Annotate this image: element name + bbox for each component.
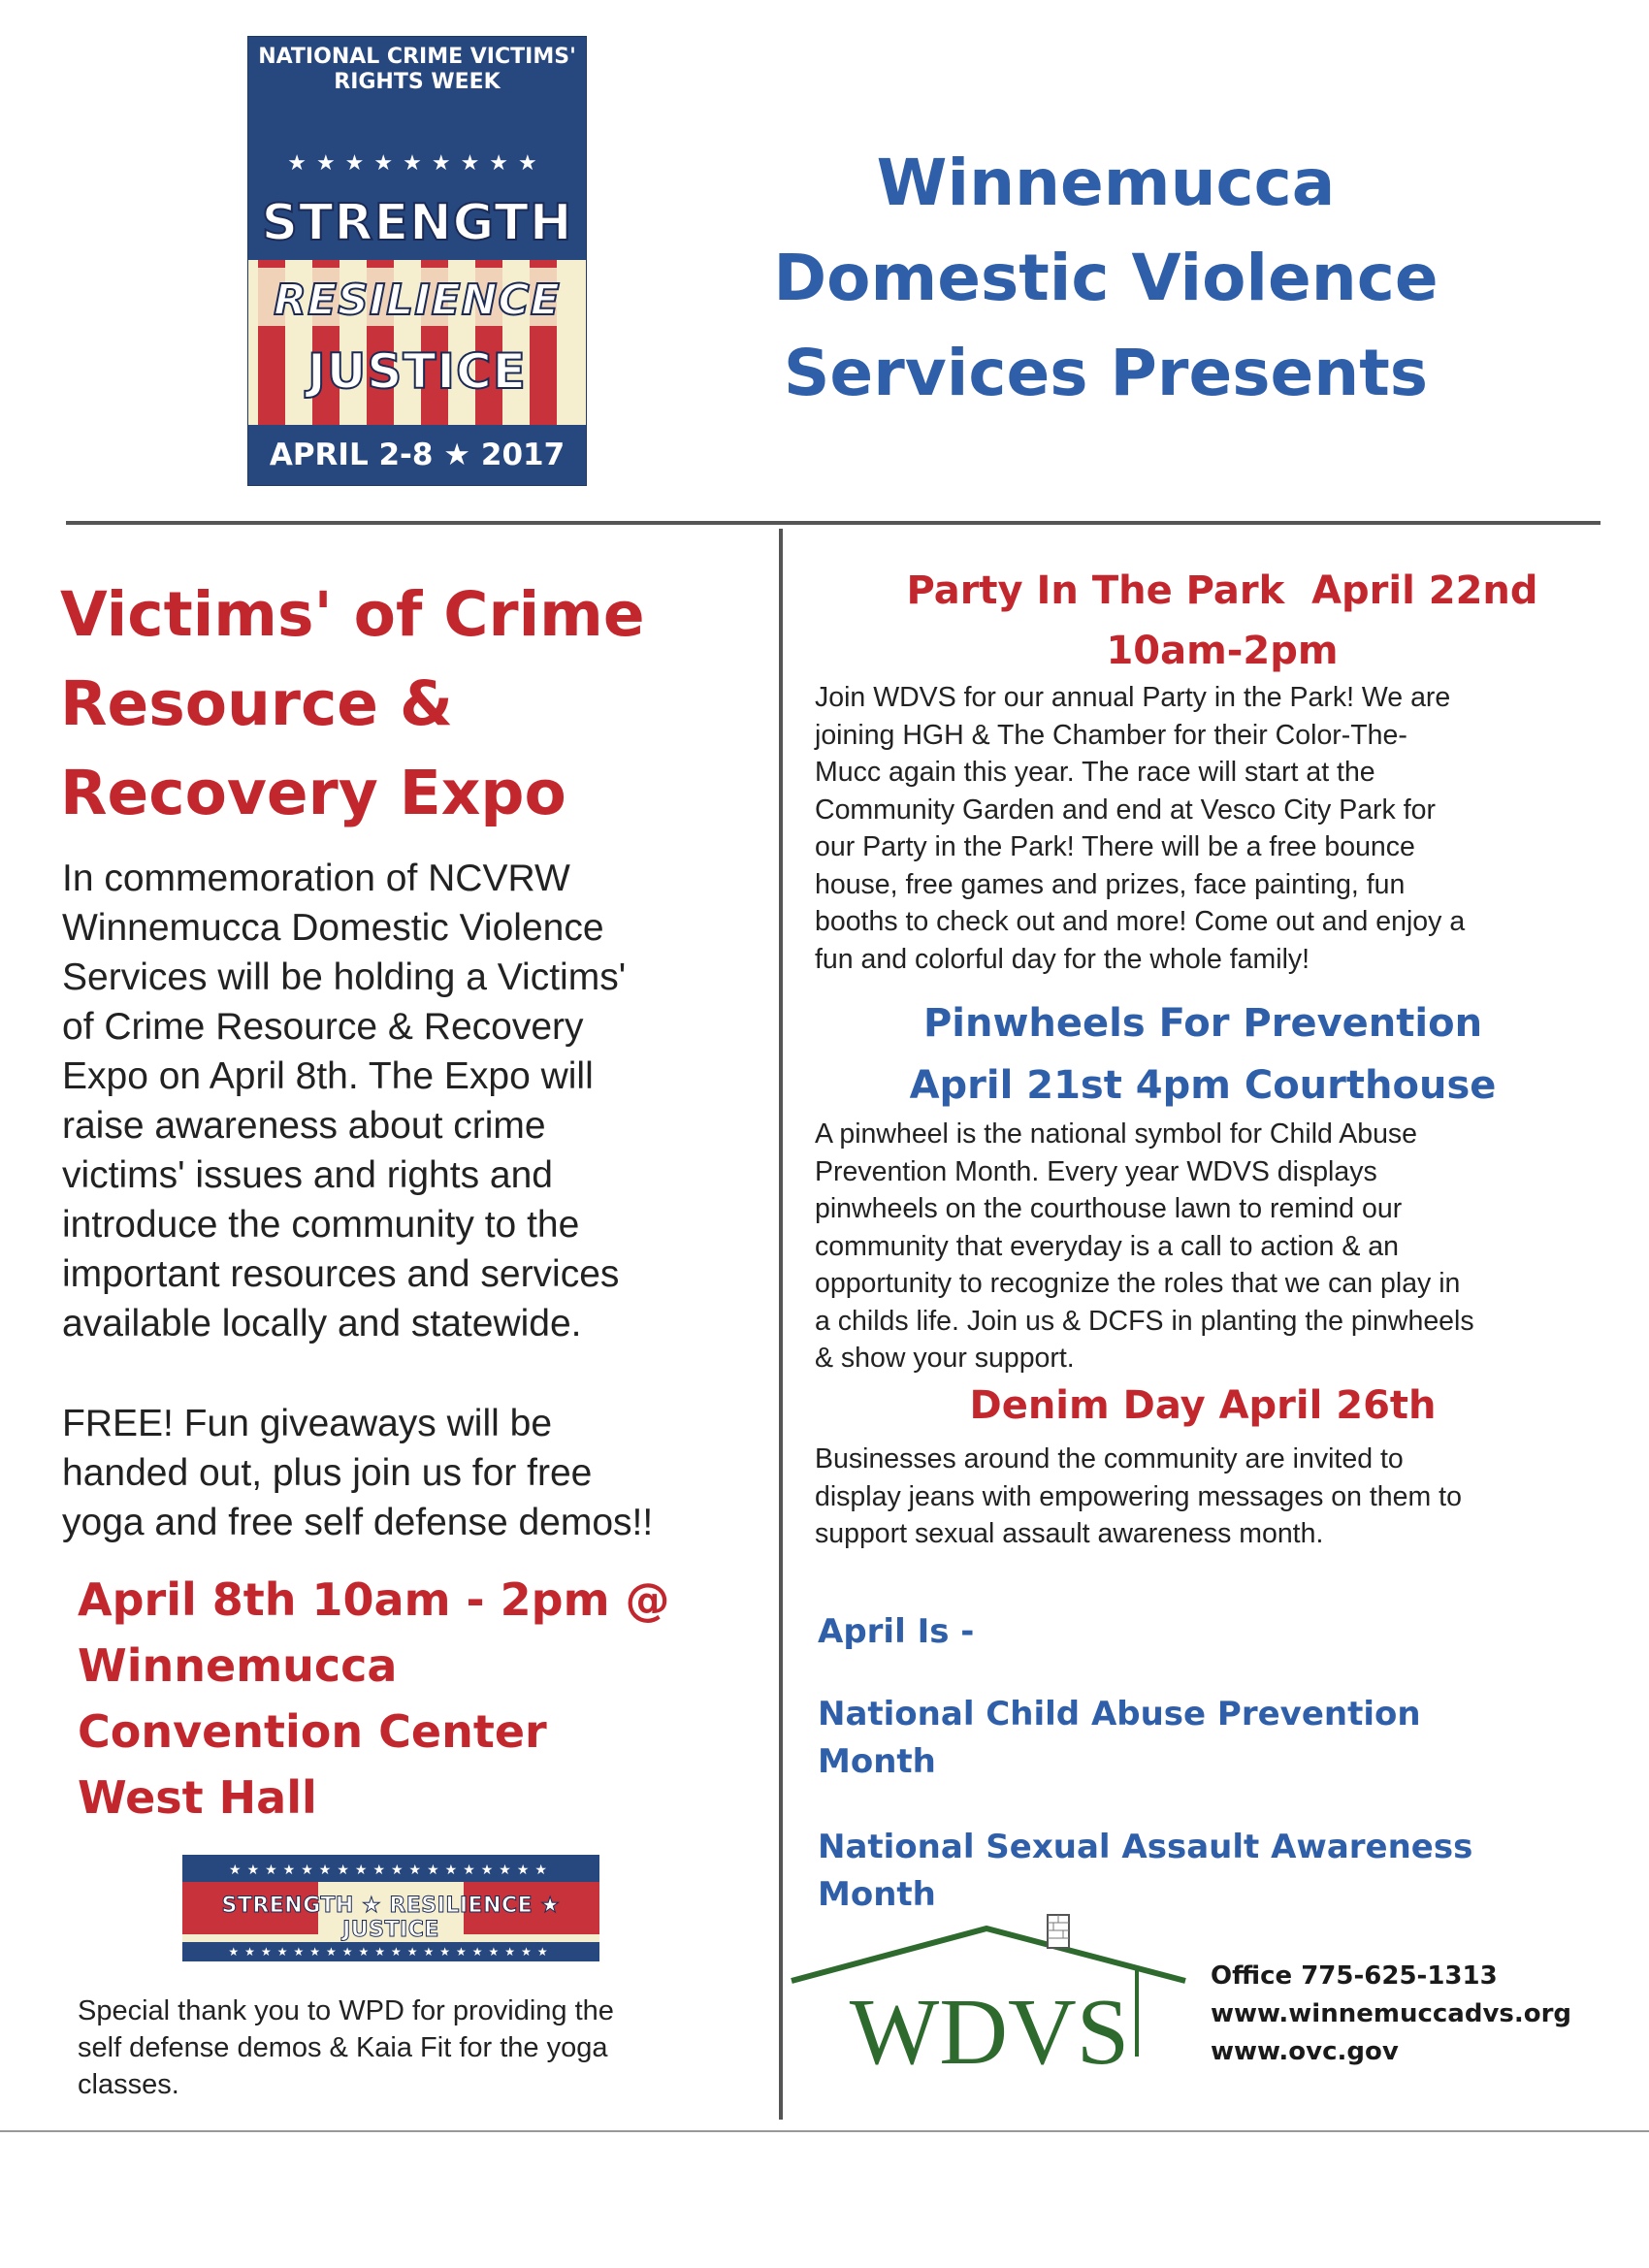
poster-heading-line2: RIGHTS WEEK (334, 70, 501, 94)
sexual-assault-awareness-month (818, 1824, 1594, 1919)
pinwheels-heading-line1: Pinwheels For Prevention (922, 1001, 1483, 1046)
text-line: Month (818, 1875, 936, 1914)
wdvs-logo-text: WDVS (849, 1980, 1130, 2085)
website-link: www.winnemuccadvs.org (1211, 1999, 1572, 2028)
text-line: available locally and statewide. (62, 1303, 582, 1345)
text-line: National Sexual Assault Awareness (818, 1828, 1473, 1866)
text-line: FREE! Fun giveaways will be (62, 1403, 553, 1444)
text-line: important resources and services (62, 1253, 620, 1295)
text-line: introduce the community to the (62, 1204, 580, 1246)
expo-date-line: April 8th 10am - 2pm @ (78, 1573, 670, 1626)
thank-you-note (78, 1993, 737, 2103)
expo-title (60, 570, 759, 838)
main-title-line3: Services Presents (783, 336, 1429, 410)
svg-text:★★★★★★★★★★★★★★★★★★: ★★★★★★★★★★★★★★★★★★ (229, 1863, 553, 1878)
main-title (621, 136, 1591, 421)
poster-word-justice: JUSTICE (307, 343, 527, 400)
text-line: support sexual assault awareness month. (815, 1518, 1324, 1549)
text-line: A pinwheel is the national symbol for Child Abuse (815, 1118, 1418, 1150)
strength-resilience-justice-banner (182, 1855, 599, 1961)
poster-heading-line1: NATIONAL CRIME VICTIMS' (258, 45, 576, 69)
text-line: Month (818, 1742, 936, 1781)
text-line: a childs life. Join us & DCFS in planting the pinwheels (815, 1305, 1474, 1337)
party-heading-line1: Party In The Park April 22nd (906, 568, 1538, 613)
column-divider (779, 529, 783, 2120)
main-title-line1: Winnemucca (876, 146, 1336, 220)
text-line: handed out, plus join us for free (62, 1452, 593, 1494)
text-line: pinwheels on the courthouse lawn to remind our (815, 1193, 1403, 1224)
party-heading (805, 561, 1639, 681)
bottom-divider (0, 2130, 1649, 2132)
pinwheels-description (815, 1116, 1591, 1377)
text-line: & show your support. (815, 1343, 1075, 1374)
text-line: National Child Abuse Prevention (818, 1695, 1421, 1733)
text-line: self defense demos & Kaia Fit for the yoga (78, 2032, 608, 2063)
poster-word-strength: STRENGTH (261, 194, 573, 252)
text-line: In commemoration of NCVRW (62, 858, 570, 899)
text-line: of Crime Resource & Recovery (62, 1006, 584, 1048)
text-line: Expo on April 8th. The Expo will (62, 1055, 594, 1097)
poster-star-row: ★★★★★★★★★ (248, 146, 586, 182)
text-line: Winnemucca Domestic Violence (62, 907, 604, 949)
expo-title-line3: Recovery Expo (60, 758, 566, 828)
april-is-label: April Is - (818, 1612, 975, 1651)
expo-title-line2: Resource & (60, 668, 453, 739)
banner-text: STRENGTH ★ RESILIENCE ★ JUSTICE (221, 1894, 561, 1942)
text-line: opportunity to recognize the roles that we can play in (815, 1268, 1461, 1299)
party-description (815, 679, 1591, 978)
text-line: community that everyday is a call to action & an (815, 1230, 1399, 1262)
svg-text:★★★★★★★★★★★★★★★★★★★★: ★★★★★★★★★★★★★★★★★★★★ (228, 1945, 554, 1959)
text-line: house, free games and prizes, face painting, fun (815, 868, 1406, 900)
text-line: raise awareness about crime (62, 1105, 546, 1147)
text-line: Community Garden and end at Vesco City Park for (815, 794, 1436, 826)
text-line: joining HGH & The Chamber for their Color-The- (815, 719, 1407, 751)
text-line: classes. (78, 2069, 179, 2100)
expo-date-location (78, 1567, 757, 1831)
denim-day-description (815, 1441, 1591, 1553)
text-line: Prevention Month. Every year WDVS displays (815, 1155, 1377, 1187)
poster-word-resilience: RESILIENCE (274, 275, 561, 325)
text-line: Businesses around the community are invited to (815, 1443, 1404, 1474)
expo-description (62, 854, 760, 1348)
contact-info (1211, 1958, 1637, 2071)
expo-venue-line: West Hall (78, 1771, 317, 1824)
text-line: display jeans with empowering messages on them to (815, 1480, 1462, 1512)
text-line: victims' issues and rights and (62, 1154, 553, 1196)
main-title-line2: Domestic Violence (773, 241, 1439, 315)
child-abuse-prevention-month (818, 1691, 1594, 1786)
expo-free-note (62, 1399, 760, 1547)
expo-title-line1: Victims' of Crime (60, 579, 645, 650)
website-link: www.ovc.gov (1211, 2037, 1399, 2066)
text-line: Services will be holding a Victims' (62, 956, 627, 998)
expo-venue-line: Convention Center (78, 1705, 547, 1758)
pinwheels-heading-line2: April 21st 4pm Courthouse (909, 1063, 1497, 1108)
party-heading-line2: 10am-2pm (1106, 629, 1339, 673)
text-line: yoga and free self defense demos!! (62, 1502, 654, 1543)
ncvrw-poster-logo (248, 37, 586, 485)
poster-dates: APRIL 2-8 ★ 2017 (248, 425, 586, 485)
poster-heading (248, 45, 586, 95)
text-line: booths to check out and more! Come out and enjoy a (815, 906, 1466, 937)
office-phone: Office 775-625-1313 (1211, 1961, 1498, 1991)
text-line: our Party in the Park! There will be a free bounce (815, 831, 1415, 862)
expo-venue-line: Winnemucca (78, 1639, 398, 1692)
text-line: Join WDVS for our annual Party in the Park! We are (815, 682, 1451, 713)
pinwheels-heading (805, 992, 1600, 1117)
text-line: Special thank you to WPD for providing the (78, 1995, 614, 2026)
text-line: fun and colorful day for the whole family! (815, 943, 1310, 975)
top-divider (66, 521, 1600, 525)
denim-day-heading: Denim Day April 26th (969, 1383, 1437, 1428)
text-line: Mucc again this year. The race will start at the (815, 757, 1375, 788)
